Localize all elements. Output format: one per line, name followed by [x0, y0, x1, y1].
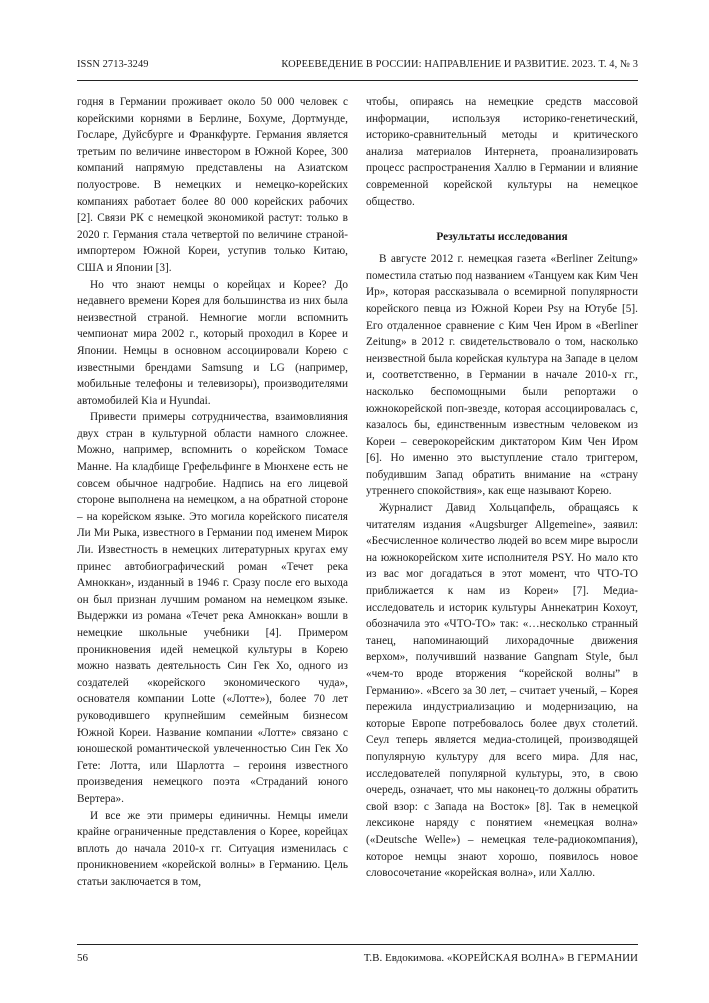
- paragraph: годня в Германии проживает около 50 000 человек с корейскими корнями в Берлине, Бохуме, Дортмунде, Госларе, Дуйсбурге и Франкфурте. Германия является третьим по величине инвестором в Южной Корее, 300 компаний напрямую представлены на Азиатском полуострове. В немецких и немецко-корейских компаниях работает более 80 000 корейских рабочих [2]. Связи РК с немецкой экономикой растут: только в 2020 г. Германия стала четвертой по величине страной-импортером Южной Кореи, уступив только Китаю, США и Японии [3].: [77, 96, 348, 274]
- left-column: [77, 94, 348, 891]
- paragraph: В августе 2012 г. немецкая газета «Berliner Zeitung» поместила статью под названием «Танцуем как Ким Чен Ир», которая рассказывала о всемирной популярности корейского певца из Южной Кореи Psy на Ютубе [5]. Его отдаленное сравнение с Ким Чен Иром в «Berliner Zeitung» в 2012 г. свидетельствовало о том, насколько неизвестной была корейская культура на Западе в целом и, соответственно, в Германии в начале 2010-х гг., насколько беспомощными были репортажи о южнокорейской поп-звезде, которая ассоциировалась с, казалось бы, единственным известным человеком из Кореи – северокорейским диктатором Ким Чен Иром [6]. Но именно это выступление стало триггером, побудившим Запад обратить внимание на «страну утреннего спокойствия», как еще называют Корею.: [366, 253, 638, 498]
- page-footer: [77, 952, 638, 968]
- section-heading: Результаты исследования: [436, 231, 568, 244]
- paragraph: чтобы, опираясь на немецкие средств массовой информации, используя историко-генетический, историко-сравнительный методы и критического анализа материалов Интернета, проанализировать процесс распространения Халлю в Германии и влияние современной корейской культуры на немецкое общество.: [366, 96, 638, 208]
- header-rule: [77, 80, 638, 81]
- paragraph: Журналист Давид Хольцапфель, обращаясь к читателям издания «Augsburger Allgemeine», заявил: «Бесчисленное количество людей во всем мире выросли на южнокорейском хите исполнителя PSY. Но мало кто из вас мог догадаться в этот момент, что ЧТО-ТО приближается к нам из Кореи» [7]. Медиа-исследователь и историк культуры Аннекатрин Кохоут, обозначила это «ЧТО-ТО» так: «…несколько странный танец, напоминающий лихорадочные движения верхом», получивший название Gangnam Style, был «чем-то вроде вторжения “корейской волны” в Германию». «Всего за 30 лет, – считает ученый, – Корея пережила индустриализацию и модернизацию, на которые Европе потребовалось более двух столетий. Сеул теперь является медиа-столицей, производящей популярную культуру для всего мира. Для нас, исследователей популярной культуры, это, в свою очередь, означает, что мы наконец-то должны обратить свой взор: с Запада на Восток» [8]. Так в немецкой лексиконе наряду с понятием «немецкая волна» («Deutsche Welle») – немецкая теле-радиокомпания), которое немцы знают хорошо, появилось новое словосочетание «корейская волна», или Халлю.: [366, 502, 638, 880]
- footer-rule: [77, 944, 638, 945]
- paragraph: Привести примеры сотрудничества, взаимовлияния двух стран в культурной области намного сложнее. Можно, например, вспомнить о корейском Томасе Манне. На кладбище Грефельфинге в Мюнхене есть не совсем обычное надгробие. Надпись на его лицевой стороне выполнена на немецком, а на обратной стороне – на корейском языке. Это могила корейского писателя Ли Ми Рыка, известного в Германии под именем Мирок Ли. Известность в немецких литературных кругах ему принес автобиографический роман «Течет река Амноккан», изданный в 1946 г. Сразу после его выхода он был признан лучшим романом на немецком языке. Выдержки из романа «Течет река Амноккан» вошли в немецкие школьные учебники [4]. Примером проникновения идей немецкой культуры в Корею можно назвать деятельность Син Гек Хо, одного из создателей «корейского экономического чуда», основателя компании Lotte («Лотте»), более 70 лет руководившего крупнейшим семейным бизнесом Южной Кореи. Название компании «Лотте» связано с юношеской романтической увлеченностью Син Гек Хо Гете: Лотта, или Шарлотта – героиня известного произведения немецкого поэта «Страданий юного Вертера».: [77, 411, 348, 805]
- page-number: 56: [77, 952, 88, 964]
- paragraph: Но что знают немцы о корейцах и Корее? До недавнего времени Корея для большинства из них была неизвестной страной. Немногие могли вспомнить чемпионат мира 2002 г., который проходил в Корее и Японии. Немцы в основном ассоциировали Корею с известными брендами Samsung и LG (например, мобильные телефоны и телевизоры), производителями автомобилей Kia и Hyundai.: [77, 278, 348, 407]
- page-header: [77, 59, 638, 77]
- issn: ISSN 2713-3249: [77, 59, 149, 70]
- journal-title: КОРЕЕВЕДЕНИЕ В РОССИИ: НАПРАВЛЕНИЕ И РАЗВИТИЕ. 2023. Т. 4, № 3: [281, 59, 638, 70]
- paragraph: И все же эти примеры единичны. Немцы имели крайне ограниченные представления о Корее, корейцах вплоть до начала 2010-х гг. Ситуация изменилась с проникновением «корейской волны» в Германию. Цель статьи заключается в том,: [77, 809, 348, 888]
- running-title: Т.В. Евдокимова. «КОРЕЙСКАЯ ВОЛНА» В ГЕРМАНИИ: [363, 952, 638, 964]
- right-column: [366, 94, 638, 882]
